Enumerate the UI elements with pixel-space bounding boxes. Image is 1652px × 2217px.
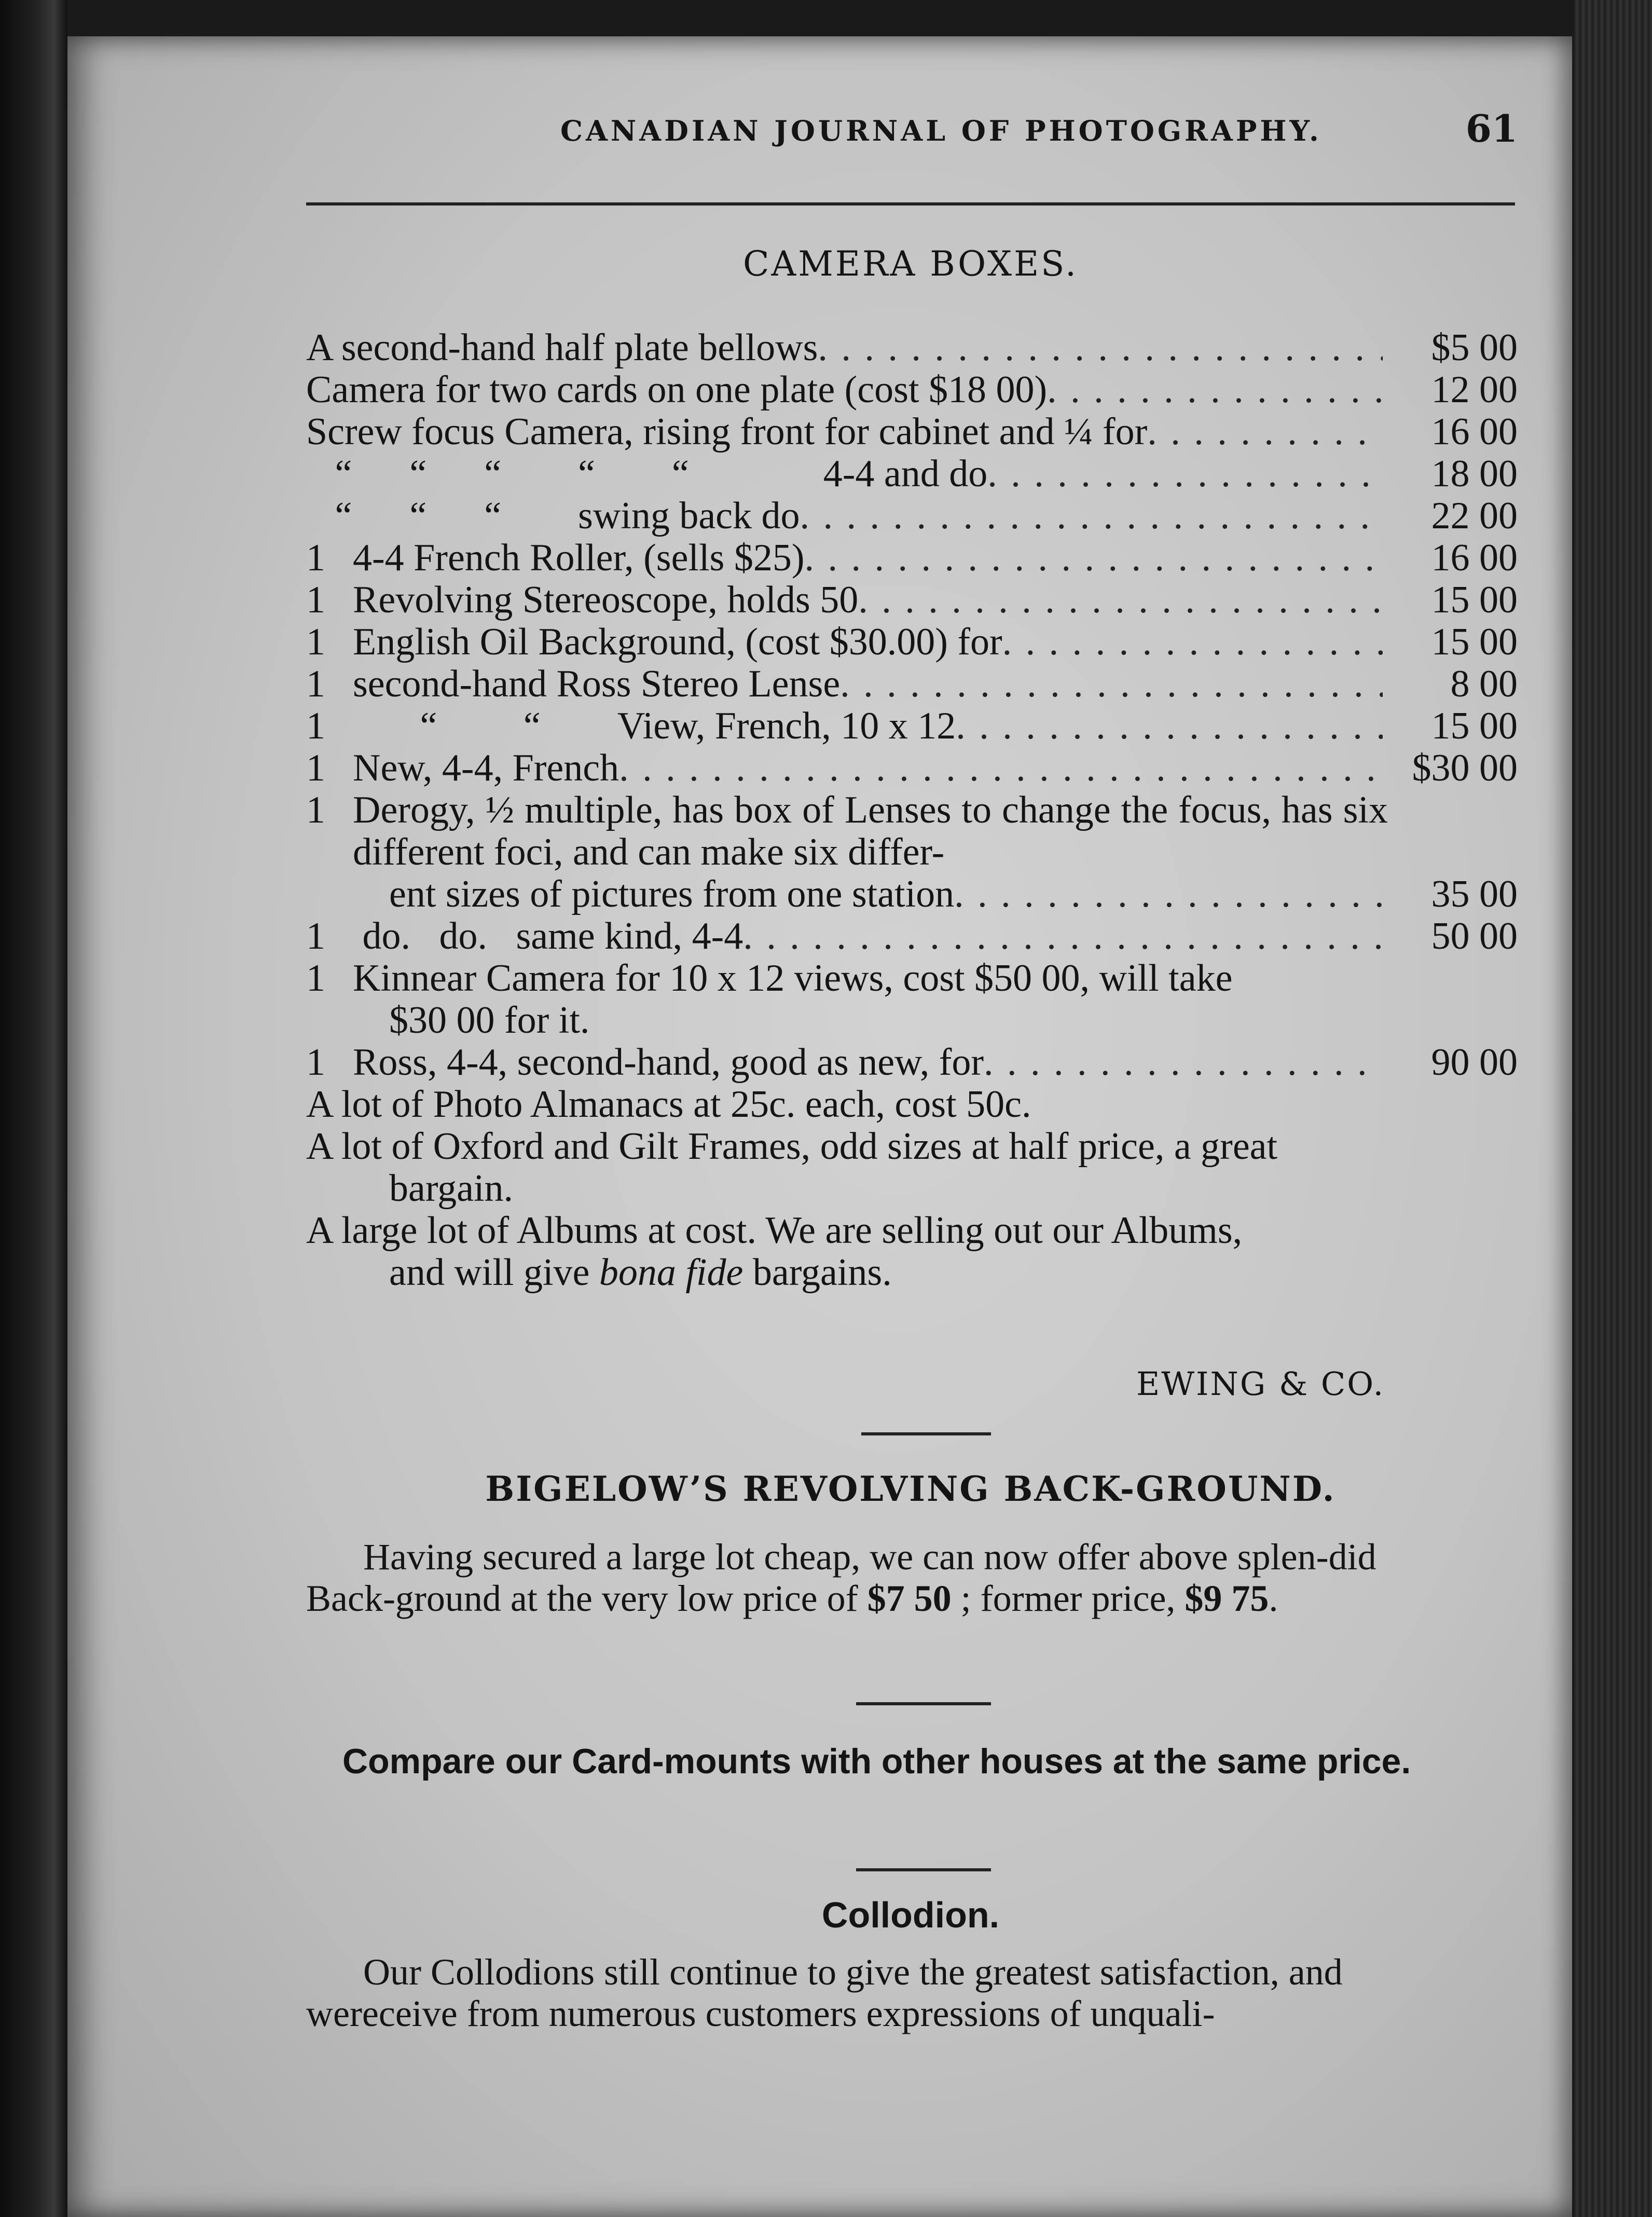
item-desc: Kinnear Camera for 10 x 12 views, cost $50 00, will take [353,957,1233,1000]
dot-leader [1147,411,1383,453]
bigelow-old-price: $9 75 [1185,1578,1269,1619]
list-item [306,705,1518,747]
heading-bigelow: BIGELOW’S REVOLVING BACK-GROUND. [485,1469,1336,1509]
running-title: CANADIAN JOURNAL OF PHOTOGRAPHY. [560,114,1322,147]
item-price: 22 00 [1431,495,1518,537]
item-qty: 1 [306,663,325,705]
item-desc-derogy: Derogy, ½ multiple, has box of Lenses to change the focus, has six different foci, and can make six differ- [353,789,1388,873]
list-item-almanacs [306,1084,1518,1126]
list-item-kinnear [306,957,1518,1000]
item-price: 12 00 [1431,368,1518,411]
item-desc: “ “ “ “ “ 4-4 and do [306,453,988,495]
list-item [306,621,1518,663]
item-price: 90 00 [1431,1041,1518,1084]
item-qty: 1 [306,957,325,1000]
item-desc: New, 4-4, French [353,747,620,789]
item-qty: 1 [306,537,325,579]
dot-leader [804,537,1383,579]
item-desc: do. do. same kind, 4-4 [353,915,744,957]
dot-leader [954,873,1383,915]
bigelow-text: . [1269,1578,1278,1619]
item-price: 8 00 [1450,663,1518,705]
section-divider [861,1432,991,1435]
dot-leader [1047,369,1383,411]
item-desc-emphasis: bona fide [599,1251,744,1294]
item-desc: bargain. [389,1167,514,1210]
journal-page [67,36,1572,2217]
list-item-ross [306,1042,1518,1084]
item-price: 35 00 [1431,873,1518,915]
list-item-derogy [306,789,1518,873]
item-price: 50 00 [1431,915,1518,957]
bigelow-text: ; former price, [951,1578,1185,1619]
list-item [306,747,1518,789]
dot-leader [984,1042,1383,1084]
list-item [306,663,1518,705]
item-price: 18 00 [1431,453,1518,495]
item-desc: ent sizes of pictures from one station [389,873,955,915]
bigelow-text: Having secured a large lot cheap, we can now offer above splen-did Back-ground at the very low price of [306,1536,1376,1619]
price-list [306,327,1518,789]
list-item [306,537,1518,579]
bigelow-new-price: $7 50 [867,1578,952,1619]
list-item-frames-cont [306,1168,1518,1210]
list-item [306,453,1518,495]
item-qty: 1 [306,1041,325,1084]
item-desc: A large lot of Albums at cost. We are selling out our Albums, [306,1209,1243,1252]
item-price: 16 00 [1431,410,1518,453]
item-price: 15 00 [1431,705,1518,747]
section-divider [856,1702,991,1705]
item-qty: 1 [306,747,325,789]
paragraph-card-mounts: Compare our Card-mounts with other houses at the same price. [342,1742,1411,1781]
list-item-kinnear-cont [306,1000,1518,1042]
item-qty: 1 [306,915,325,957]
paragraph-bigelow [306,1536,1463,1619]
item-qty: 1 [306,789,325,831]
camera-boxes-listing [306,327,1518,1294]
item-desc: second-hand Ross Stereo Lense [353,663,841,705]
dot-leader [956,705,1383,747]
item-desc: and will give [389,1251,599,1294]
item-qty: 1 [306,579,325,621]
item-desc: Camera for two cards on one plate (cost $18 00) [306,368,1048,411]
list-item-do [306,915,1518,957]
item-desc: bargains. [743,1251,892,1294]
dot-leader [1002,621,1383,663]
item-desc: Ross, 4-4, second-hand, good as new, for [353,1041,984,1084]
list-item [306,327,1518,369]
item-price: $30 00 [1412,747,1518,789]
list-item [306,369,1518,411]
section-divider [856,1868,991,1871]
item-desc: 4-4 French Roller, (sells $25) [353,537,805,579]
dot-leader [987,453,1383,495]
item-price: 15 00 [1431,579,1518,621]
item-price: 16 00 [1431,537,1518,579]
item-desc: “ “ View, French, 10 x 12 [353,705,956,747]
item-desc: A lot of Oxford and Gilt Frames, odd sizes at half price, a great [306,1125,1278,1168]
section-title-camera-boxes: CAMERA BOXES. [743,244,1078,284]
item-desc: Screw focus Camera, rising front for cabinet and ¼ for [306,410,1148,453]
heading-collodion: Collodion. [821,1895,1000,1935]
item-desc: A second-hand half plate bellows [306,326,818,369]
item-desc: Revolving Stereoscope, holds 50 [353,579,859,621]
dot-leader [619,747,1383,789]
dot-leader [840,663,1383,705]
list-item [306,411,1518,453]
page-edges-right [1574,0,1652,2217]
dot-leader [818,327,1383,369]
list-item-derogy-last [306,873,1518,915]
paragraph-collodion: Our Collodions still continue to give the greatest satisfaction, and wereceive from numerous customers expressions of unquali- [306,1951,1343,2034]
item-desc: “ “ “ swing back do [306,495,800,537]
item-price: 15 00 [1431,621,1518,663]
item-desc: A lot of Photo Almanacs at 25c. each, cost 50c. [306,1083,1031,1126]
item-qty: 1 [306,621,325,663]
item-desc: $30 00 for it. [389,999,590,1042]
dot-leader [858,579,1383,621]
item-desc: English Oil Background, (cost $30.00) for [353,621,1002,663]
item-price: $5 00 [1431,326,1518,369]
page-number: 61 [1465,106,1518,150]
item-qty: 1 [306,705,325,747]
dot-leader [743,915,1383,957]
dot-leader [800,495,1383,537]
list-item-albums [306,1210,1518,1252]
list-item-albums-cont [306,1252,1518,1294]
book-spine-left [0,0,67,2217]
header-rule [306,202,1515,206]
signature-ewing: EWING & CO. [1136,1365,1385,1403]
list-item [306,495,1518,537]
list-item [306,579,1518,621]
list-item-frames [306,1126,1518,1168]
